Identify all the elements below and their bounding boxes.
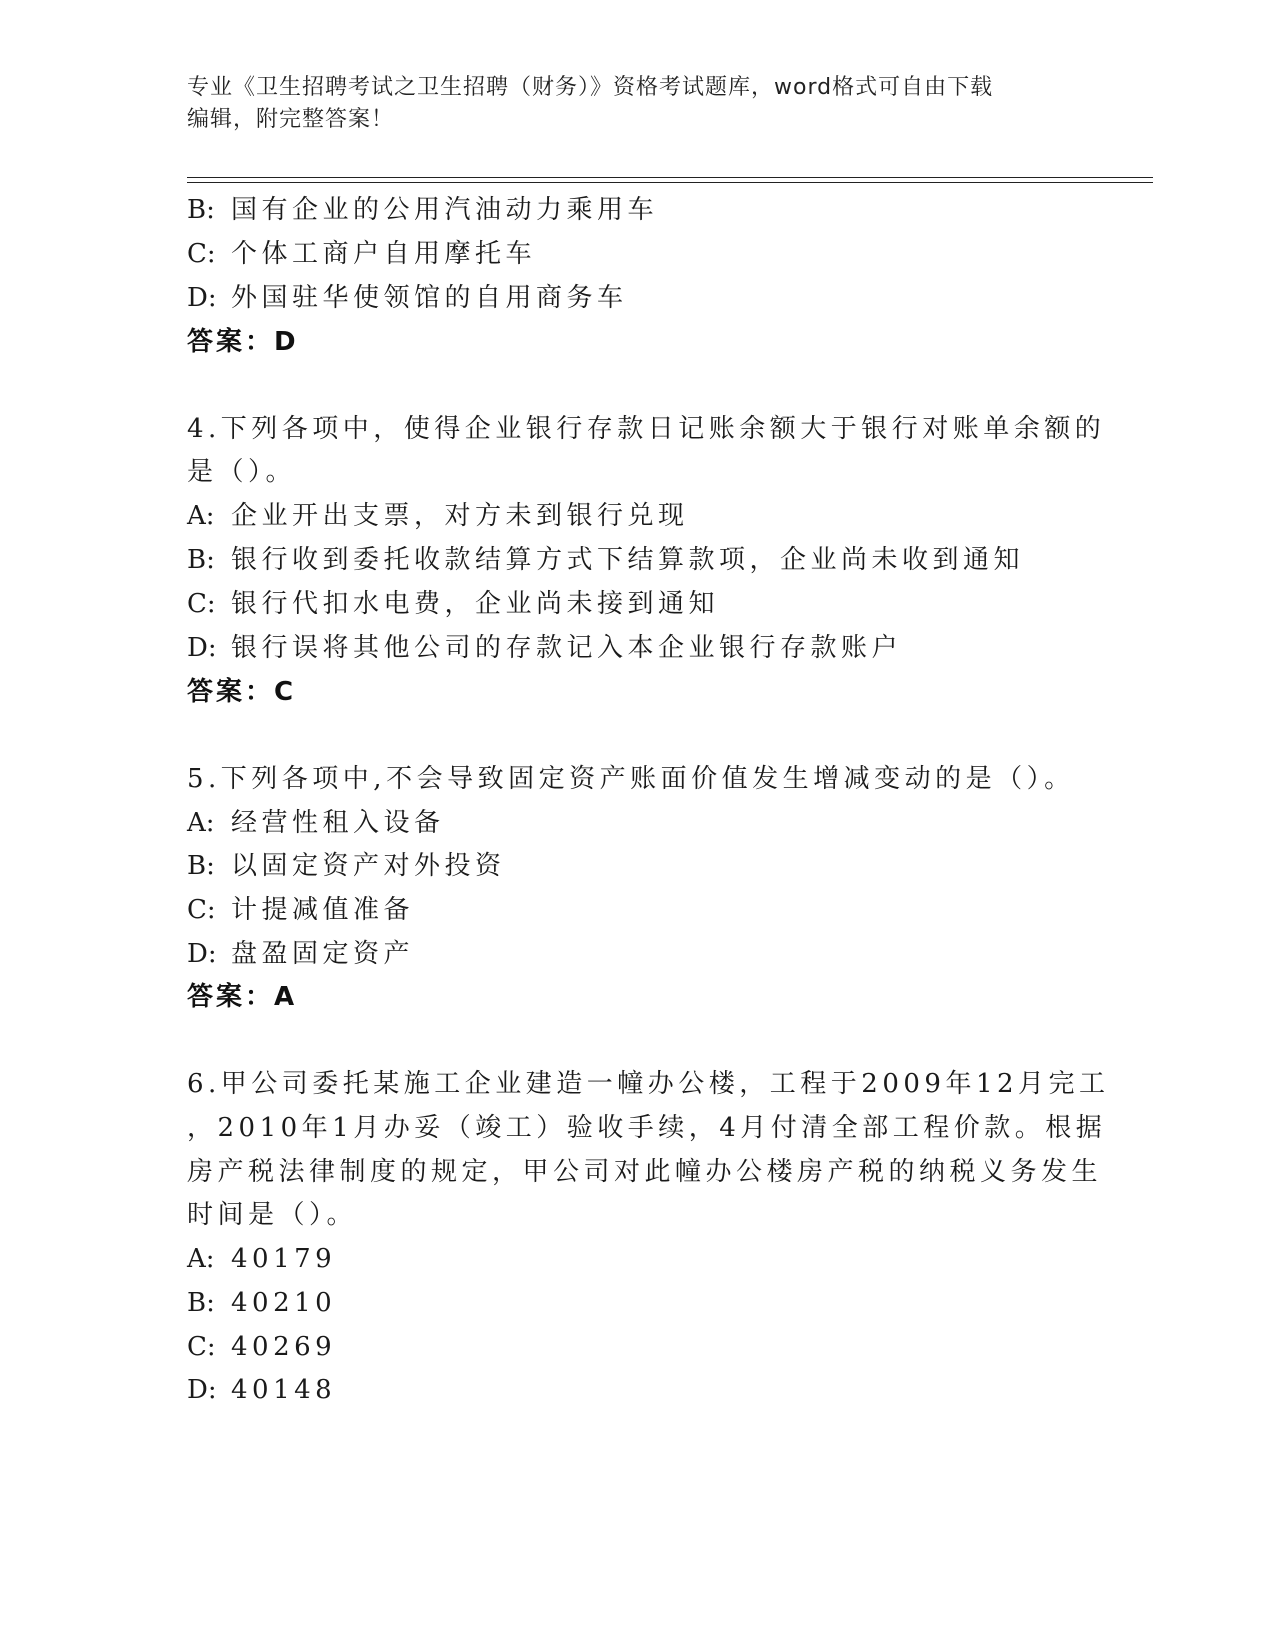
q4-option-a <box>187 499 689 533</box>
q4-answer: 答案：C <box>187 677 297 707</box>
q6-stem-line-3: 房产税法律制度的规定，甲公司对此幢办公楼房产税的纳税义务发生 <box>187 1157 1103 1187</box>
option-text: 40179 <box>231 1244 337 1274</box>
header-rule-bottom <box>187 182 1153 183</box>
option-letter: C: <box>187 239 216 269</box>
header-line-2: 编辑，附完整答案！ <box>187 107 395 132</box>
option-text: 以固定资产对外投资 <box>231 851 506 881</box>
q5-option-a <box>187 806 445 840</box>
q5-option-d <box>187 937 414 971</box>
q3-option-c <box>187 237 536 271</box>
q3-option-d <box>187 281 628 315</box>
q6-stem-line-1: 6.甲公司委托某施工企业建造一幢办公楼，工程于2009年12月完工 <box>187 1069 1110 1099</box>
q6-stem-line-2: ，2010年1月办妥（竣工）验收手续，4月付清全部工程价款。根据 <box>187 1113 1107 1143</box>
q6-option-c <box>187 1330 336 1364</box>
option-letter: D: <box>187 1375 217 1405</box>
option-text: 银行收到委托收款结算方式下结算款项，企业尚未收到通知 <box>231 545 1025 575</box>
option-text: 经营性租入设备 <box>231 808 445 838</box>
option-text: 个体工商户自用摩托车 <box>231 239 537 269</box>
option-letter: B: <box>187 545 215 575</box>
option-letter: B: <box>187 195 215 225</box>
option-letter: B: <box>187 851 215 881</box>
q5-option-c <box>187 893 414 927</box>
q6-option-d <box>187 1373 336 1407</box>
q5-answer: 答案：A <box>187 982 298 1012</box>
option-letter: C: <box>187 1332 216 1362</box>
header-rule-top <box>187 177 1153 178</box>
option-letter: D: <box>187 939 217 969</box>
q6-option-b <box>187 1286 336 1320</box>
q5-option-b <box>187 849 506 883</box>
q4-stem-line-1: 4.下列各项中，使得企业银行存款日记账余额大于银行对账单余额的 <box>187 414 1106 444</box>
option-text: 银行代扣水电费，企业尚未接到通知 <box>231 589 720 619</box>
q4-option-b <box>187 543 1024 577</box>
option-text: 外国驻华使领馆的自用商务车 <box>231 283 628 313</box>
document-header <box>187 72 1067 136</box>
option-letter: C: <box>187 589 216 619</box>
q4-option-c <box>187 587 719 621</box>
q4-option-d <box>187 631 902 665</box>
option-letter: A: <box>187 1244 215 1274</box>
q3-answer: 答案：D <box>187 327 299 357</box>
q4-stem-line-2: 是（）。 <box>187 457 297 487</box>
q5-stem-line-1: 5.下列各项中,不会导致固定资产账面价值发生增减变动的是（）。 <box>187 764 1075 794</box>
q6-stem-line-4: 时间是（）。 <box>187 1200 358 1230</box>
option-text: 40269 <box>231 1332 337 1362</box>
option-text: 企业开出支票，对方未到银行兑现 <box>231 501 689 531</box>
q6-option-a <box>187 1242 336 1276</box>
option-text: 40210 <box>231 1288 337 1318</box>
header-line-1: 专业《卫生招聘考试之卫生招聘（财务）》资格考试题库，word格式可自由下载 <box>187 75 994 100</box>
option-letter: D: <box>187 633 217 663</box>
option-letter: A: <box>187 501 215 531</box>
option-letter: A: <box>187 808 215 838</box>
option-text: 盘盈固定资产 <box>231 939 415 969</box>
option-letter: D: <box>187 283 217 313</box>
option-text: 银行误将其他公司的存款记入本企业银行存款账户 <box>231 633 903 663</box>
option-text: 40148 <box>231 1375 337 1405</box>
option-text: 国有企业的公用汽油动力乘用车 <box>231 195 659 225</box>
q3-option-b <box>187 193 658 227</box>
option-letter: B: <box>187 1288 215 1318</box>
option-text: 计提减值准备 <box>231 895 415 925</box>
option-letter: C: <box>187 895 216 925</box>
